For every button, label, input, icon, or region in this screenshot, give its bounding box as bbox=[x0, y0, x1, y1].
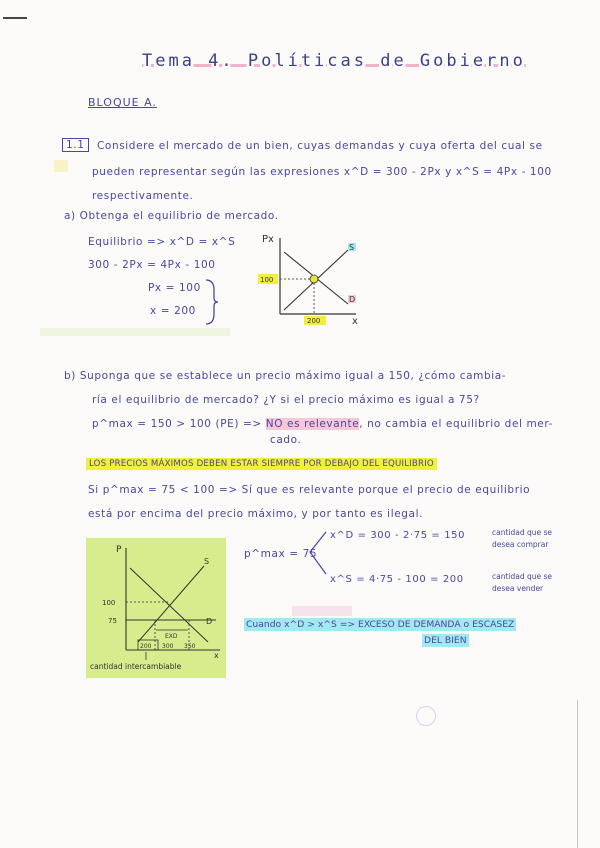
equilibrium-graph bbox=[256, 230, 366, 330]
supply-curve bbox=[138, 566, 204, 642]
demand-label: D bbox=[349, 295, 356, 304]
not-relevant-highlight: NO es relevante bbox=[265, 418, 360, 430]
supply-note-1: cantidad que se bbox=[492, 572, 553, 581]
demand-at-ceiling: x^D = 300 - 2·75 = 150 bbox=[330, 530, 466, 541]
green-smudge bbox=[40, 328, 230, 336]
supply-label: S bbox=[349, 243, 355, 252]
equilibrium-condition: Equilibrio => x^D = x^S bbox=[88, 236, 236, 248]
equilibrium-equation: 300 - 2Px = 4Px - 100 bbox=[88, 259, 216, 271]
qty-b-tick: 300 bbox=[162, 643, 174, 650]
statement-line-2: pueden representar según las expresiones x^D = 300 - 2Px y x^S = 4Px - 100 bbox=[92, 166, 552, 178]
supply-note-2: desea vender bbox=[492, 584, 544, 593]
quantity-tick: 200 bbox=[307, 317, 321, 325]
demand-note-2: desea comprar bbox=[492, 540, 549, 549]
supply-label: S bbox=[204, 557, 210, 566]
max-price-rule-highlight: LOS PRECIOS MÁXIMOS DEBEN ESTAR SIEMPRE POR DEBAJO DEL EQUILIBRIO bbox=[86, 458, 437, 470]
part-a-question: a) Obtenga el equilibrio de mercado. bbox=[64, 210, 279, 222]
result-brace bbox=[204, 278, 220, 326]
pink-margin-mark bbox=[54, 160, 68, 172]
graph-caption: cantidad intercambiable bbox=[90, 662, 182, 671]
x-axis-label: x bbox=[214, 651, 219, 660]
price-low-tick: 75 bbox=[108, 617, 117, 625]
pmax-75-line-1: Si p^max = 75 < 100 => Sí que es relevante porque el precio de equilibrio bbox=[88, 484, 531, 496]
price-ceiling-graph bbox=[86, 538, 226, 678]
pmax-150-expression: p^max = 150 > 100 (PE) => bbox=[92, 418, 262, 430]
y-axis-label: Px bbox=[262, 234, 274, 245]
qty-c-tick: 350 bbox=[184, 643, 196, 650]
page-title: Tema 4. Políticas de Gobierno bbox=[142, 51, 526, 71]
pink-smudge bbox=[292, 606, 352, 616]
page-edge-line bbox=[577, 700, 578, 848]
x-axis-label: x bbox=[352, 316, 358, 327]
qty-a-tick: 200 bbox=[140, 643, 152, 650]
sticky-note-graph bbox=[86, 538, 226, 678]
shortage-conclusion-1: Cuando x^D > x^S => EXCESO DE DEMANDA o ESCASEZ bbox=[246, 619, 515, 630]
demand-curve bbox=[130, 568, 208, 642]
statement-line-3: respectivamente. bbox=[92, 190, 194, 202]
split-bracket bbox=[306, 528, 328, 578]
block-heading: BLOQUE A. bbox=[88, 96, 157, 109]
demand-label: D bbox=[206, 617, 213, 626]
demand-note-1: cantidad que se bbox=[492, 528, 553, 537]
shortage-label: EXD bbox=[165, 633, 178, 640]
price-high-tick: 100 bbox=[102, 599, 116, 607]
pmax-75-line-2: está por encima del precio máximo, y por tanto es ilegal. bbox=[88, 508, 424, 520]
equilibrium-price: Px = 100 bbox=[148, 282, 201, 294]
equilibrium-quantity: x = 200 bbox=[150, 305, 196, 317]
shortage-conclusion-2: DEL BIEN bbox=[424, 635, 467, 646]
equilibrium-point bbox=[310, 275, 318, 283]
pmax-150-conclusion: , no cambia el equilibrio del mer- bbox=[359, 418, 553, 430]
part-b-question-1: b) Suponga que se establece un precio máximo igual a 150, ¿cómo cambia- bbox=[64, 370, 507, 382]
supply-at-ceiling: x^S = 4·75 - 100 = 200 bbox=[330, 574, 464, 585]
part-b-question-2: ría el equilibrio de mercado? ¿Y si el precio máximo es igual a 75? bbox=[92, 394, 480, 406]
price-tick: 100 bbox=[260, 276, 274, 284]
pmax-75-expression: p^max = 75 bbox=[244, 548, 318, 560]
statement-line-1: Considere el mercado de un bien, cuyas demandas y cuya oferta del cual se bbox=[97, 140, 543, 152]
faint-mark bbox=[416, 706, 436, 726]
pmax-150-line bbox=[92, 418, 553, 430]
exercise-number: 1.1 bbox=[62, 138, 89, 152]
pmax-150-line-2: cado. bbox=[270, 434, 302, 446]
y-axis-label: P bbox=[116, 545, 122, 555]
top-rule bbox=[3, 17, 27, 19]
